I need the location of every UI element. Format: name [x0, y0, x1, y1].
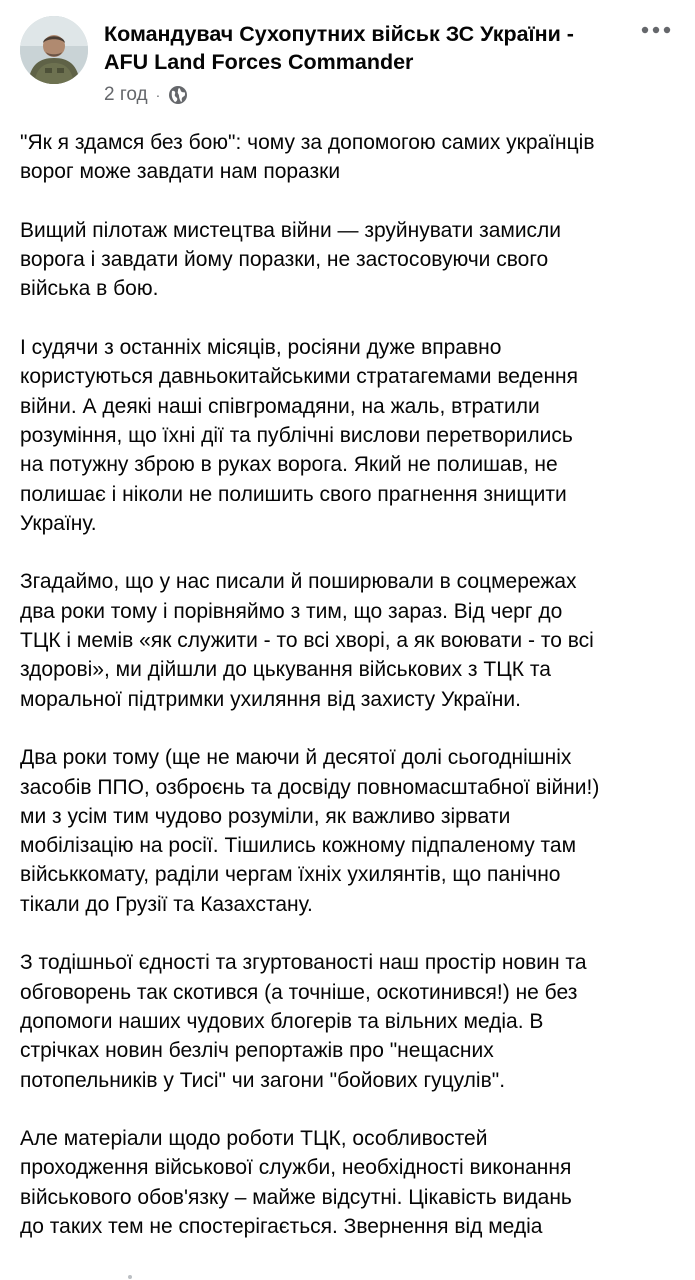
post-line: обговорень так скотився (а точніше, оскотинився!) не без [20, 980, 578, 1004]
post-line: тікали до Грузії та Казахстану. [20, 892, 313, 916]
post-line: військкомату, раділи чергам їхніх ухилянтів, що панічно [20, 863, 561, 887]
post-line: потопельників у Тисі" чи загони "бойових гуцулів". [20, 1068, 506, 1092]
post-line: Але матеріали щодо роботи ТЦК, особливостей [20, 1127, 488, 1151]
scroll-indicator [128, 1275, 132, 1279]
post-line: користуються давньокитайськими стратагемами ведення [20, 365, 579, 389]
post-header [0, 0, 695, 118]
post-line: засобів ППО, озброєнь та досвіду повномасштабної війни!) [20, 775, 600, 799]
post-line: до таких тем не спостерігається. Звернення від медіа [20, 1214, 543, 1238]
avatar-image [20, 16, 88, 84]
post-line: стрічках новин безліч репортажів про "нещасних [20, 1039, 494, 1063]
more-options-icon [641, 26, 671, 34]
post-paragraph [20, 333, 680, 538]
post-paragraph [20, 567, 680, 713]
post-line: розуміння, що їхні дії та публічні вислови перетворились [20, 423, 573, 447]
globe-icon[interactable] [168, 85, 188, 105]
post-paragraph [20, 128, 680, 187]
post-line: війни. А деякі наші співгромадяни, на жаль, втратили [20, 394, 540, 418]
post-line: на потужну зброю в руках ворога. Який не полишав, не [20, 453, 558, 477]
post-line: Два роки тому (ще не маючи й десятої долі сьогоднішніх [20, 746, 572, 770]
post-line: здорові», ми дійшли до цькування військових з ТЦК та [20, 658, 551, 682]
post-paragraph [20, 948, 680, 1094]
author-name-line-1[interactable]: Командувач Сухопутних військ ЗС України - [104, 22, 574, 46]
post-line: моральної підтримки ухиляння від захисту України. [20, 687, 521, 711]
more-options-button[interactable] [634, 14, 678, 46]
post-line: ворога і завдати йому поразки, не застосовуючи свого [20, 248, 549, 272]
post-line: два роки тому і порівняймо з тим, що зараз. Від черг до [20, 599, 563, 623]
author-name[interactable] [104, 20, 624, 76]
bottom-edge [0, 1272, 695, 1280]
post-text [20, 128, 680, 1271]
post-paragraph [20, 743, 680, 919]
post-line: Згадаймо, що у нас писали й поширювали в соцмережах [20, 570, 577, 594]
post-line: допомоги наших чудових блогерів та вільних медіа. В [20, 1009, 544, 1033]
post-line: З тодішньої єдності та згуртованості наш простір новин та [20, 951, 587, 975]
post-line: Україну. [20, 511, 97, 535]
post-line: військового обов'язку – майже відсутні. Цікавість видань [20, 1185, 572, 1209]
post-paragraph [20, 216, 680, 304]
post-line: ворог може завдати нам поразки [20, 160, 341, 184]
post-line: полишає і ніколи не полишить свого прагнення знищити [20, 482, 567, 506]
post-line: Вищий пілотаж мистецтва війни — зруйнувати замисли [20, 218, 562, 242]
post-line: "Як я здамся без бою": чому за допомогою самих українців [20, 131, 595, 154]
post-meta [104, 82, 188, 108]
post-paragraph [20, 1124, 680, 1241]
author-name-line-2[interactable]: AFU Land Forces Commander [104, 50, 414, 74]
post-timestamp[interactable]: 2 год [104, 84, 148, 105]
post-line: війська в бою. [20, 277, 159, 301]
post-line: проходження військової служби, необхідності виконання [20, 1156, 572, 1180]
post-line: мобілізацію на росії. Тішились кожному підпаленому там [20, 834, 577, 858]
author-avatar[interactable] [20, 16, 88, 84]
post-line: І судячи з останніх місяців, росіяни дуже вправно [20, 336, 502, 360]
post-line: ТЦК і мемів «як служити - то всі хворі, а як воювати - то всі [20, 629, 594, 653]
post-line: ми з усім тим чудово розуміли, як важливо зірвати [20, 804, 511, 828]
meta-separator: · [155, 87, 161, 103]
